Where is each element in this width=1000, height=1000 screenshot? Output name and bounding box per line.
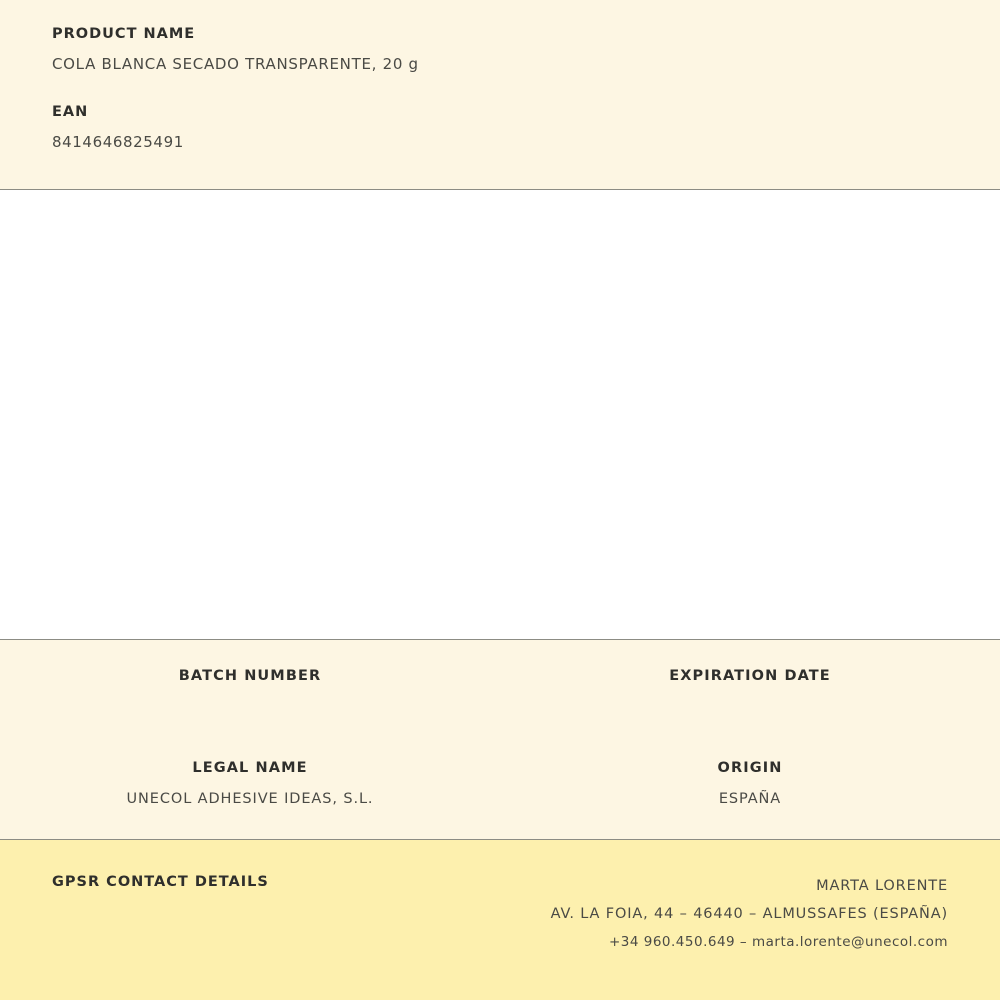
field-ean [0,102,1000,154]
expiration-date-label: EXPIRATION DATE [669,668,831,684]
gpsr-contact-label: GPSR CONTACT DETAILS [52,874,269,890]
legal-row [0,740,1000,840]
product-image-area [0,190,1000,640]
expiration-date-value [520,696,980,714]
ean-value: 8414646825491 [52,132,184,151]
ean-label: EAN [52,103,89,120]
legal-name-cell [0,758,500,811]
legal-name-label: LEGAL NAME [192,760,308,776]
expiration-date-cell [500,666,1000,714]
gpsr-contact-details [551,872,948,955]
gpsr-contact-name: MARTA LORENTE [816,878,948,894]
origin-label: ORIGIN [717,760,783,776]
origin-value: ESPAÑA [718,790,782,807]
identification-block [0,0,1000,190]
batch-number-value [20,696,480,714]
legal-name-value: UNECOL ADHESIVE IDEAS, S.L. [126,790,374,807]
field-product-name [0,24,1000,76]
gpsr-contact-block [0,840,1000,1000]
batch-number-cell [0,666,500,714]
product-name-label: PRODUCT NAME [52,26,196,42]
origin-cell [500,758,1000,811]
batch-number-label: BATCH NUMBER [178,668,322,684]
gpsr-contact-phone-email: +34 960.450.649 – marta.lorente@unecol.com [608,933,948,950]
batch-row [0,640,1000,740]
gpsr-contact-address: AV. LA FOIA, 44 – 46440 – ALMUSSAFES (ESPAÑA) [550,906,948,923]
product-name-value: COLA BLANCA SECADO TRANSPARENTE, 20 g [52,54,419,73]
